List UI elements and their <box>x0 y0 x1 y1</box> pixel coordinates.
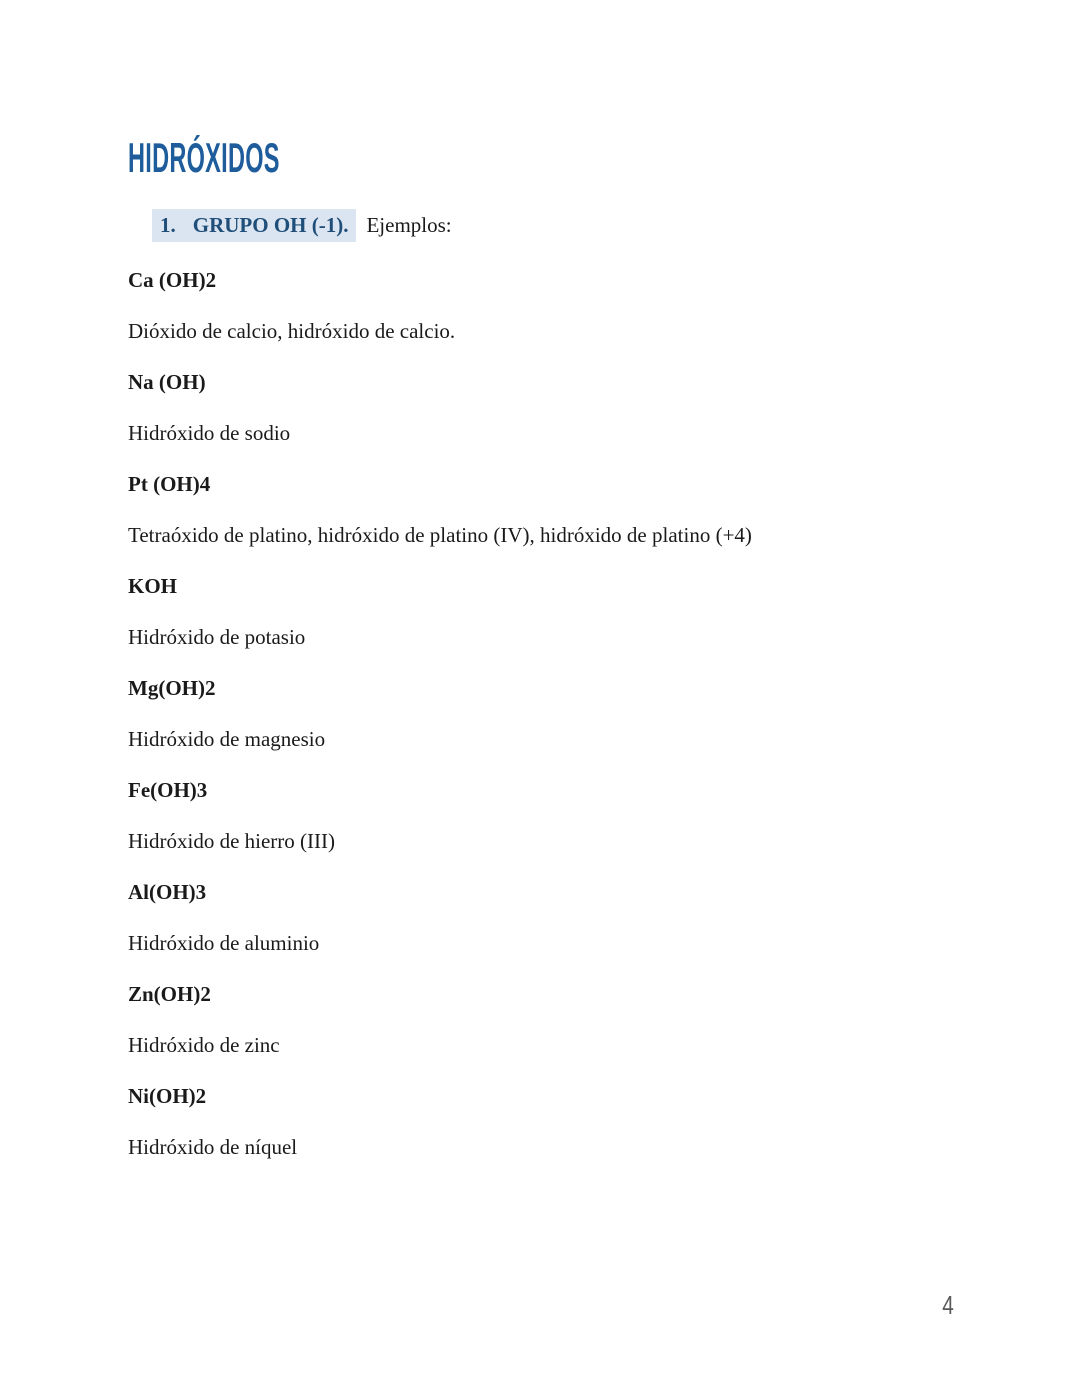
examples-label: Ejemplos: <box>366 213 452 237</box>
entry-formula: Zn(OH)2 <box>128 982 211 1006</box>
entry-formula: Fe(OH)3 <box>128 778 208 802</box>
document-content <box>128 134 990 1160</box>
entry-description: Hidróxido de sodio <box>128 421 291 445</box>
highlighted-heading <box>152 209 356 242</box>
group-label: GRUPO OH (-1). <box>192 213 349 237</box>
entry-formula: KOH <box>128 574 178 598</box>
entry-description: Hidróxido de potasio <box>128 625 306 649</box>
entry-formula: Pt (OH)4 <box>128 472 211 496</box>
entry-description: Hidróxido de magnesio <box>128 727 326 751</box>
entry-formula: Al(OH)3 <box>128 880 207 904</box>
list-number: 1. <box>160 213 176 237</box>
entry-description: Hidróxido de zinc <box>128 1033 280 1057</box>
entry-description: Hidróxido de níquel <box>128 1135 298 1159</box>
numbered-list-item <box>128 209 990 242</box>
entry-formula: Na (OH) <box>128 370 206 394</box>
entry-formula: Mg(OH)2 <box>128 676 216 700</box>
entry-description: Hidróxido de hierro (III) <box>128 829 336 853</box>
entry-description: Hidróxido de aluminio <box>128 931 320 955</box>
entry-description: Tetraóxido de platino, hidróxido de platino (IV), hidróxido de platino (+4) <box>128 523 752 547</box>
entry-description: Dióxido de calcio, hidróxido de calcio. <box>128 319 456 343</box>
page-number: 4 <box>942 1290 954 1320</box>
entry-formula: Ni(OH)2 <box>128 1084 207 1108</box>
page-title: HIDRÓXIDOS <box>128 134 280 181</box>
entry-formula: Ca (OH)2 <box>128 268 217 292</box>
